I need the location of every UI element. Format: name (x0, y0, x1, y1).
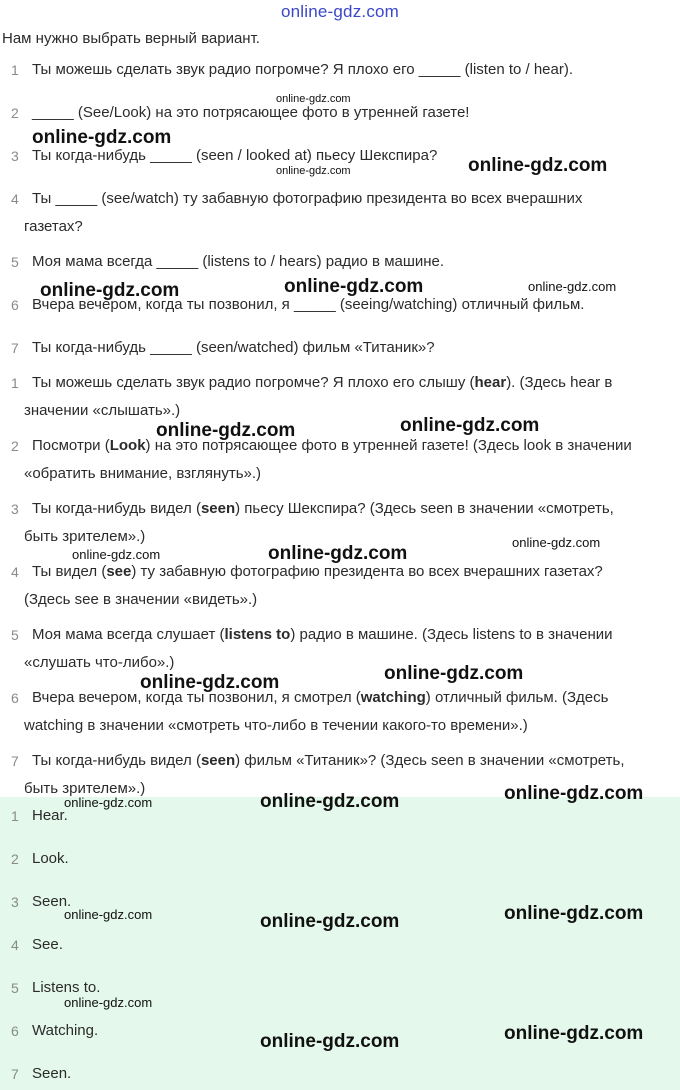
watermark: online-gdz.com (32, 127, 172, 148)
watermark: online-gdz.com (64, 795, 153, 810)
watermark: online-gdz.com (284, 276, 424, 297)
watermark: online-gdz.com (156, 420, 296, 441)
explanation-text (32, 369, 680, 397)
question-text: Ты _____ (see/watch) ту забавную фотографию президента во всех вчерашних (32, 190, 583, 207)
header-watermark: online-gdz.com (280, 2, 400, 21)
watermark: online-gdz.com (140, 672, 280, 693)
answer-number: 5 (11, 980, 19, 996)
question-number: 6 (11, 297, 19, 313)
explanation-text-part: Посмотри ( (32, 437, 110, 454)
watermark: online-gdz.com (72, 547, 161, 562)
watermark: online-gdz.com (260, 911, 400, 932)
explanation-text-part: ) пьесу Шекспира? (Здесь seen в значении «смотреть, (235, 500, 614, 517)
answer-highlight: seen (200, 500, 236, 517)
explanation-text (32, 747, 680, 775)
answer-text: See. (32, 936, 63, 953)
watermark: online-gdz.com (64, 907, 153, 922)
question-text: Вчера вечером, когда ты позвонил, я _____ (seeing/watching) отличный фильм. (32, 296, 585, 313)
explanation-number: 4 (11, 564, 19, 580)
explanation-text-part: Вчера вечером, когда ты позвонил, я смотрел ( (32, 689, 361, 706)
answer-highlight: Look (109, 437, 146, 454)
watermark: online-gdz.com (276, 165, 351, 177)
explanation-text-part: ) отличный фильм. (Здесь (425, 689, 609, 706)
explanation-text-part: ) на это потрясающее фото в утренней газете! (Здесь look в значении (145, 437, 632, 454)
answer-text: Look. (32, 850, 69, 867)
question-number: 1 (11, 62, 19, 78)
watermark: online-gdz.com (268, 543, 408, 564)
explanation-text-continued: «слушать что-либо».) (24, 654, 175, 671)
answer-highlight: seen (200, 752, 236, 769)
answer-number: 6 (11, 1023, 19, 1039)
watermark: online-gdz.com (468, 155, 608, 176)
explanation-text-continued: быть зрителем».) (24, 528, 146, 545)
explanation-text (32, 432, 680, 460)
watermark: online-gdz.com (528, 279, 617, 294)
answer-number: 2 (11, 851, 19, 867)
watermark: online-gdz.com (276, 93, 351, 105)
explanation-number: 1 (11, 375, 19, 391)
explanation-text-part: ). (Здесь hear в (506, 374, 613, 391)
watermark: online-gdz.com (384, 663, 524, 684)
watermark: online-gdz.com (512, 535, 601, 550)
answer-text: Seen. (32, 1065, 72, 1082)
answer-text: Seen. (32, 893, 72, 910)
explanation-text-continued: быть зрителем».) (24, 780, 146, 797)
question-text-continued: газетах? (24, 218, 83, 235)
question-text: Ты когда-нибудь _____ (seen/watched) фильм «Титаник»? (32, 339, 435, 356)
explanation-text-part: Моя мама всегда слушает ( (32, 626, 225, 643)
question-text: Ты можешь сделать звук радио погромче? Я плохо его _____ (listen to / hear). (32, 61, 574, 78)
question-number: 4 (11, 191, 19, 207)
explanation-text-part: ) радио в машине. (Здесь listens to в значении (290, 626, 613, 643)
explanation-text (32, 684, 680, 712)
question-number: 7 (11, 340, 19, 356)
question-number: 2 (11, 105, 19, 121)
explanation-text-part: Ты можешь сделать звук радио погромче? Я плохо его слышу ( (32, 374, 475, 391)
watermark: online-gdz.com (260, 791, 400, 812)
explanation-number: 7 (11, 753, 19, 769)
explanation-text-continued: watching в значении «смотреть что-либо в течении какого-то времени».) (24, 717, 528, 734)
explanation-number: 5 (11, 627, 19, 643)
answer-text: Watching. (32, 1022, 99, 1039)
watermark: online-gdz.com (504, 903, 644, 924)
explanation-text-part: ) ту забавную фотографию президента во всех вчерашних газетах? (131, 563, 603, 580)
question-number: 5 (11, 254, 19, 270)
explanation-number: 2 (11, 438, 19, 454)
answer-highlight: hear (474, 374, 507, 391)
answer-highlight: listens to (224, 626, 291, 643)
answer-highlight: watching (360, 689, 426, 706)
watermark: online-gdz.com (40, 280, 180, 301)
question-text: _____ (See/Look) на это потрясающее фото в утренней газете! (32, 104, 470, 121)
answer-text: Listens to. (32, 979, 101, 996)
explanation-text-part: ) фильм «Титаник»? (Здесь seen в значении «смотреть, (235, 752, 625, 769)
explanation-text-continued: (Здесь see в значении «видеть».) (24, 591, 258, 608)
explanation-number: 3 (11, 501, 19, 517)
answer-number: 7 (11, 1066, 19, 1082)
explanation-number: 6 (11, 690, 19, 706)
answer-text: Hear. (32, 807, 68, 824)
explanation-text-continued: «обратить внимание, взглянуть».) (24, 465, 262, 482)
explanation-text-part: Ты видел ( (32, 563, 107, 580)
watermark: online-gdz.com (64, 995, 153, 1010)
question-text: Ты когда-нибудь _____ (seen / looked at) пьесу Шекспира? (32, 147, 438, 164)
explanation-text-part: Ты когда-нибудь видел ( (32, 752, 201, 769)
explanation-text-continued: значении «слышать».) (24, 402, 181, 419)
question-text: Моя мама всегда _____ (listens to / hears) радио в машине. (32, 253, 445, 270)
answer-number: 3 (11, 894, 19, 910)
watermark: online-gdz.com (260, 1031, 400, 1052)
question-number: 3 (11, 148, 19, 164)
explanation-text-part: Ты когда-нибудь видел ( (32, 500, 201, 517)
answer-number: 1 (11, 808, 19, 824)
intro-text: Нам нужно выбрать верный вариант. (2, 30, 260, 47)
explanation-text (32, 621, 680, 649)
watermark: online-gdz.com (504, 1023, 644, 1044)
answer-number: 4 (11, 937, 19, 953)
answer-highlight: see (106, 563, 132, 580)
explanation-text (32, 495, 680, 523)
watermark: online-gdz.com (400, 415, 540, 436)
watermark: online-gdz.com (504, 783, 644, 804)
